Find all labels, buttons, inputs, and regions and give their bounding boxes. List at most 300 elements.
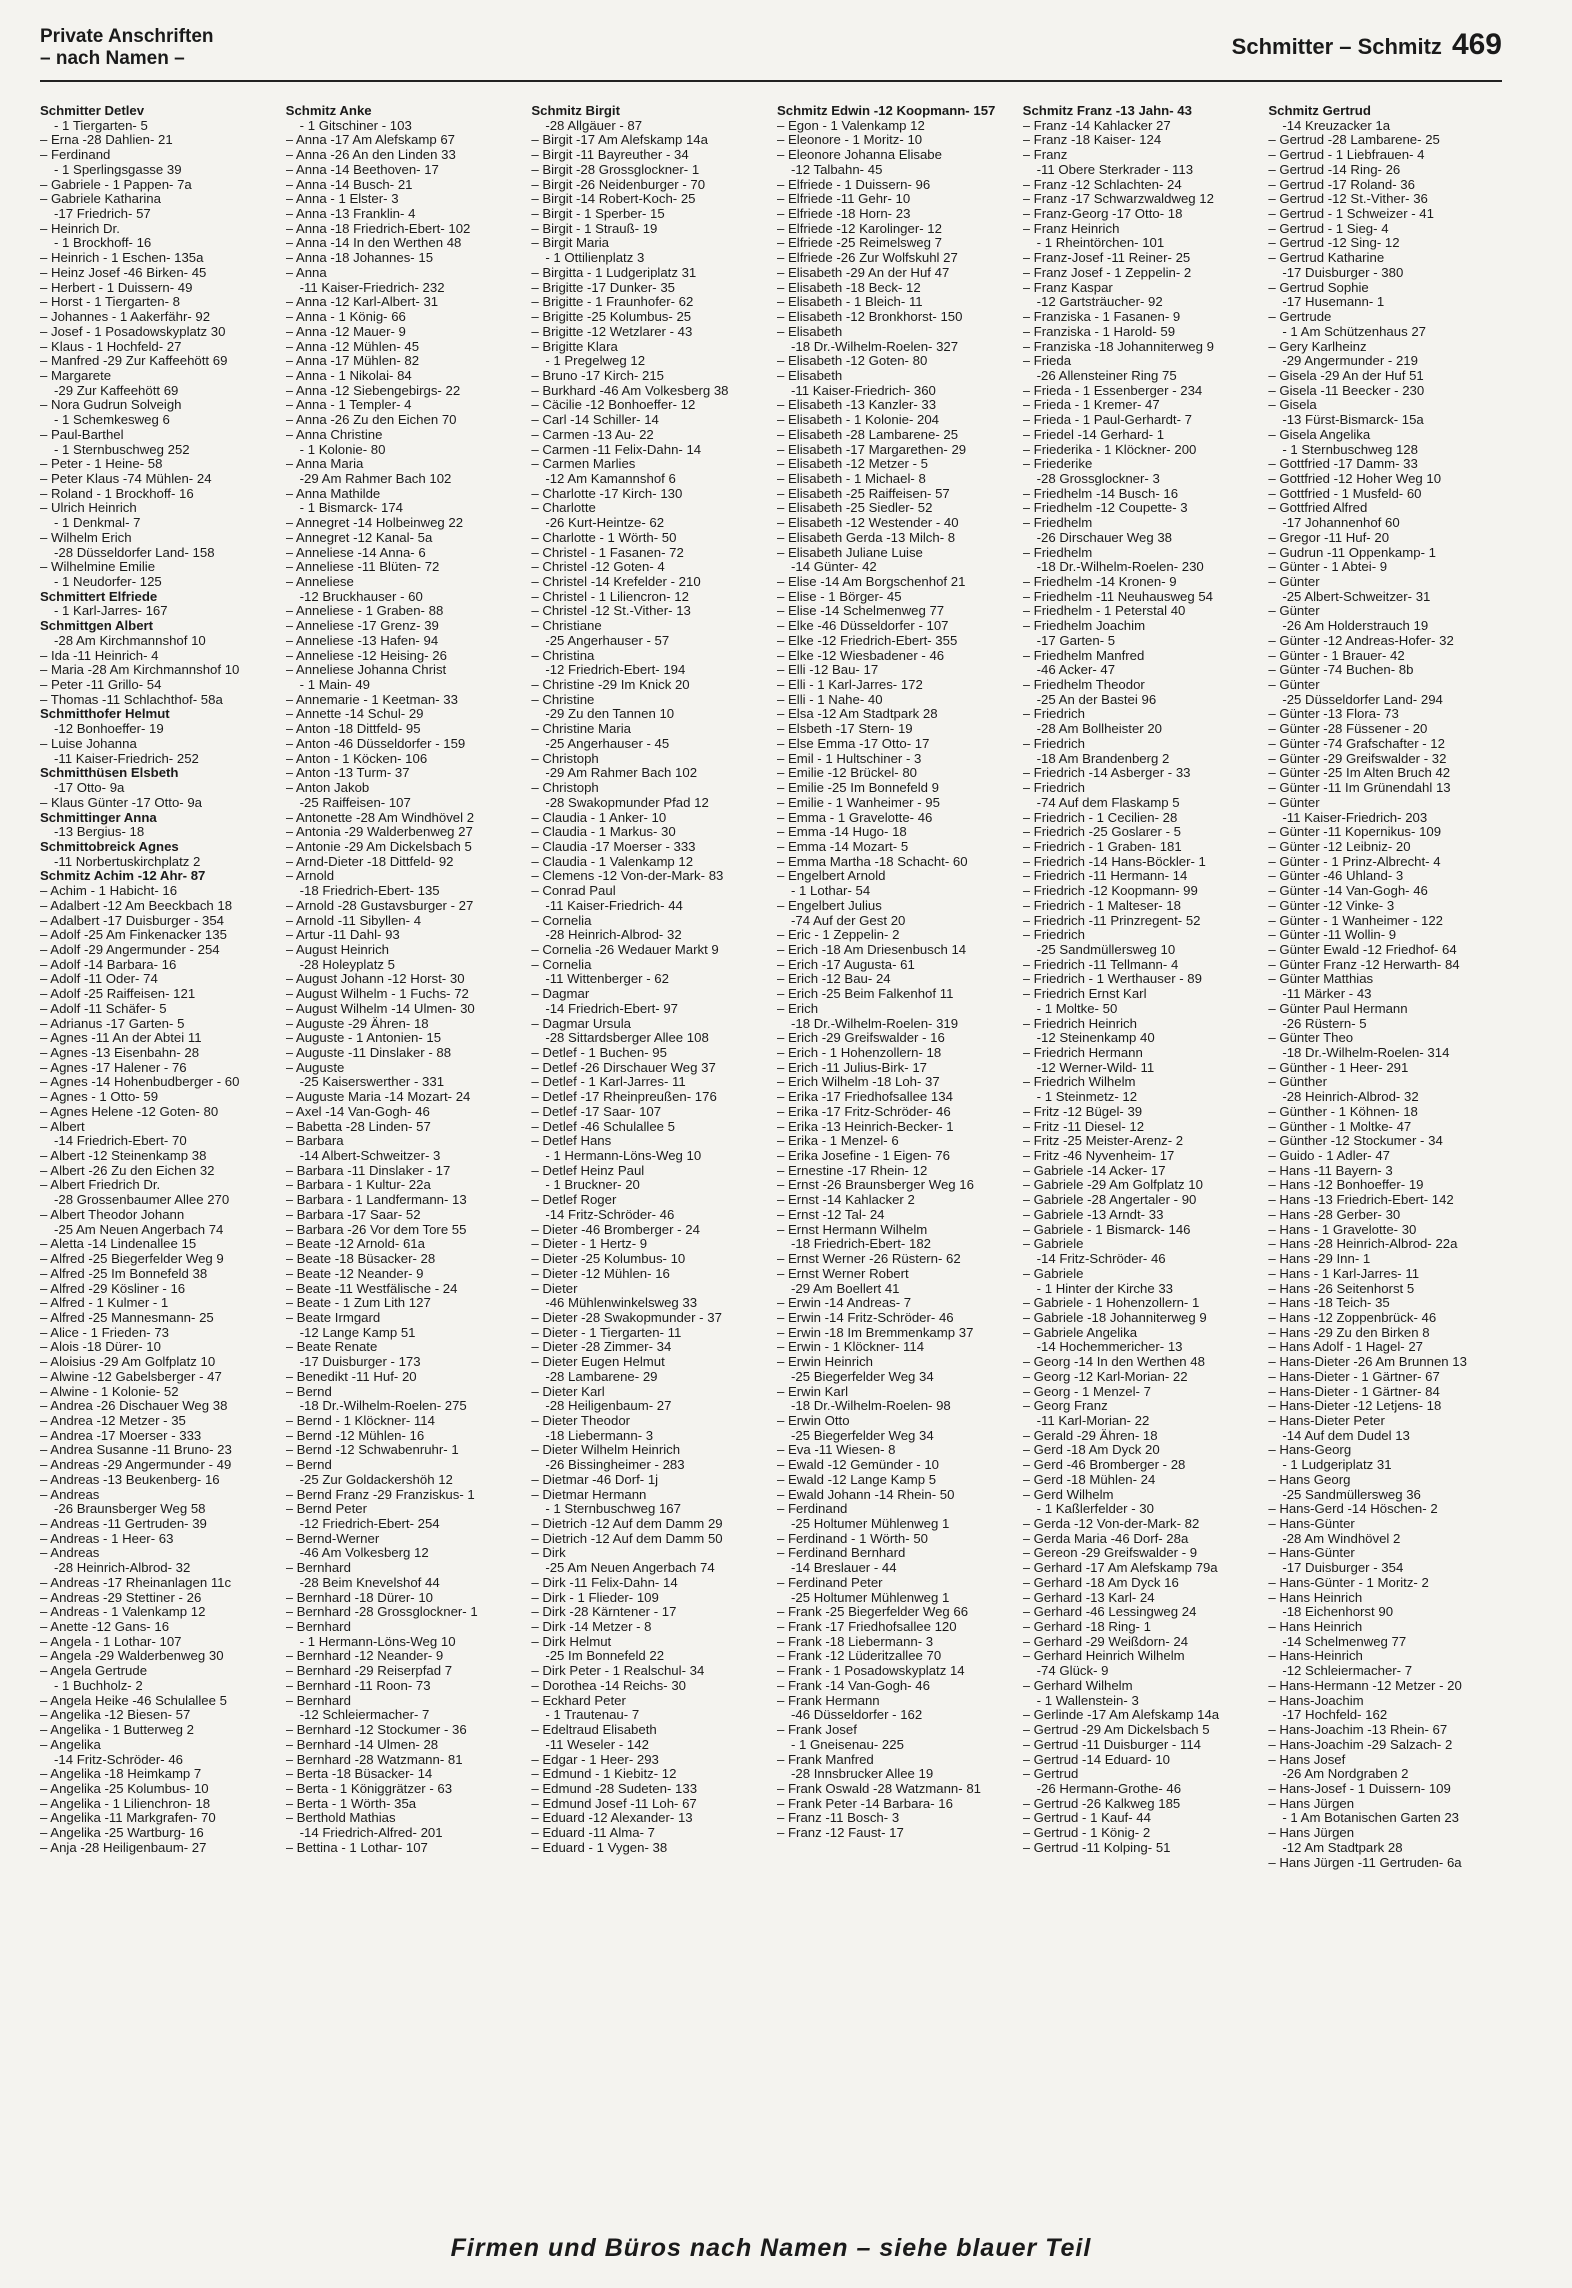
directory-entry: – Beate Renate — [285, 1340, 378, 1355]
directory-entry: – Friedrich -25 Goslarer - 5 — [1022, 825, 1181, 840]
directory-entry: – Frieda - 1 Kremer- 47 — [1022, 398, 1160, 413]
directory-entry: – Emilie -25 Im Bonnefeld 9 — [777, 781, 939, 796]
directory-entry: – Agnes -17 Halener - 76 — [40, 1060, 187, 1075]
directory-entry: – Friedhelm Manfred — [1022, 648, 1145, 663]
directory-entry: -11 Kaiser-Friedrich- 44 — [545, 898, 683, 913]
directory-entry: – Franz -14 Kahlacker 27 — [1022, 118, 1171, 133]
directory-entry: – Friedhelm -11 Neuhausweg 54 — [1022, 589, 1214, 604]
directory-entry: - 1 Gneisenau- 225 — [791, 1737, 904, 1752]
directory-entry: – Hans-Dieter -26 Am Brunnen 13 — [1268, 1355, 1467, 1370]
directory-entry: – Ferdinand Peter — [777, 1575, 883, 1590]
directory-entry: – Elsbeth -17 Stern- 19 — [777, 722, 913, 737]
directory-entry: – Elke -46 Düsseldorfer - 107 — [777, 619, 949, 634]
directory-entry: – Dietrich -12 Auf dem Damm 29 — [531, 1517, 723, 1531]
directory-entry: – Antonette -28 Am Windhövel 2 — [285, 810, 475, 825]
directory-entry: – Claudia - 1 Markus- 30 — [531, 825, 676, 840]
directory-entry: -46 Am Volkesberg 12 — [299, 1546, 429, 1561]
directory-entry: – Friedrich — [1022, 736, 1085, 751]
directory-entry: – Christoph — [531, 781, 599, 796]
directory-entry: – Angela Gertrude — [40, 1664, 148, 1679]
directory-entry: Schmitthofer Helmut — [40, 707, 170, 722]
directory-entry: – Günter -74 Grafschafter - 12 — [1268, 736, 1445, 751]
directory-entry: – Dieter Eugen Helmut — [531, 1355, 665, 1370]
directory-entry: – Erika -17 Friedhofsallee 134 — [777, 1090, 953, 1105]
directory-entry: - 1 Sternbuschweg 128 — [1282, 442, 1418, 457]
directory-entry: – Erika Josefine - 1 Eigen- 76 — [777, 1149, 950, 1164]
directory-entry: -29 Am Rahmer Bach 102 — [545, 766, 698, 781]
section-title — [40, 26, 214, 70]
directory-entry: – August Heinrich — [285, 942, 390, 957]
directory-entry: – Anna Maria — [285, 457, 364, 472]
directory-entry: – Elfriede -12 Karolinger- 12 — [777, 221, 942, 236]
directory-entry: -11 Kaiser-Friedrich- 252 — [54, 751, 199, 766]
directory-entry: – Elke -12 Wiesbadener - 46 — [777, 648, 945, 663]
directory-entry: -12 Steinenkamp 40 — [1036, 1031, 1155, 1046]
directory-entry: – Erna -28 Dahlien- 21 — [40, 133, 173, 148]
directory-entry: - 1 Sperlingsgasse 39 — [54, 162, 182, 177]
directory-entry: – Gertrud — [1022, 1767, 1079, 1782]
directory-entry: – Gisela Angelika — [1268, 427, 1371, 442]
directory-entry: Schmitthüsen Elsbeth — [40, 766, 179, 781]
directory-entry: – Peter - 1 Heine- 58 — [40, 457, 163, 472]
directory-entry: – Dietmar Hermann — [531, 1487, 647, 1502]
directory-entry: - 1 Buchholz- 2 — [54, 1678, 143, 1693]
directory-entry: – Andreas -29 Stettiner - 26 — [40, 1590, 202, 1605]
directory-entry: – Birgit -11 Bayreuther - 34 — [531, 148, 689, 163]
directory-entry: -18 Dr.-Wilhelm-Roelen- 98 — [791, 1399, 951, 1414]
directory-entry: – Hans-Heinrich — [1268, 1649, 1363, 1664]
directory-entry: -28 Grossglockner- 3 — [1036, 471, 1160, 486]
directory-entry: – Günter -28 Füssener - 20 — [1268, 722, 1428, 737]
directory-entry: – Barbara -26 Vor dem Tore 55 — [285, 1222, 467, 1237]
directory-entry: -46 Mühlenwinkelsweg 33 — [545, 1296, 698, 1311]
directory-entry: – Franz Josef - 1 Zeppelin- 2 — [1022, 265, 1192, 280]
directory-entry: – Friedhelm -12 Coupette- 3 — [1022, 501, 1188, 516]
directory-entry: – Friedel -14 Gerhard- 1 — [1022, 427, 1165, 442]
directory-entry: – Hans -11 Bayern- 3 — [1268, 1163, 1393, 1178]
directory-entry: – Franz -17 Schwarzwaldweg 12 — [1022, 192, 1214, 207]
directory-entry: – Auguste -11 Dinslaker - 88 — [285, 1046, 452, 1060]
directory-entry: -26 Hermann-Grothe- 46 — [1036, 1781, 1182, 1796]
directory-entry: – Emma - 1 Gravelotte- 46 — [777, 810, 933, 825]
directory-entry: – Elsa -12 Am Stadtpark 28 — [777, 707, 938, 722]
directory-entry: – Detlef -17 Rheinpreußen- 176 — [531, 1090, 717, 1105]
directory-entry: – Ewald -12 Gemünder - 10 — [777, 1458, 939, 1473]
directory-entry: -28 Innsbrucker Allee 19 — [791, 1767, 934, 1782]
directory-entry: – Hans -26 Seitenhorst 5 — [1268, 1281, 1415, 1296]
directory-entry: – Artur -11 Dahl- 93 — [285, 928, 400, 943]
directory-entry: – Franz Kaspar — [1022, 280, 1113, 295]
directory-entry: -11 Kaiser-Friedrich- 360 — [791, 383, 936, 398]
directory-entry: – Elisabeth -25 Raiffeisen- 57 — [777, 486, 950, 501]
directory-entry: – Anneliese -13 Hafen- 94 — [285, 633, 439, 648]
directory-entry: – Gertrud -29 Am Dickelsbach 5 — [1022, 1723, 1210, 1738]
directory-entry: – Anna Mathilde — [285, 486, 381, 501]
directory-entry: – Ernst -12 Tal- 24 — [777, 1207, 885, 1222]
directory-entry: Schmittert Elfriede — [40, 589, 158, 604]
directory-entry: – Annemarie - 1 Keetman- 33 — [285, 692, 458, 707]
directory-entry: – Anton -13 Turm- 37 — [285, 766, 410, 781]
directory-entry: -28 Heiligenbaum- 27 — [545, 1399, 672, 1414]
directory-entry: – Charlotte — [531, 501, 596, 516]
directory-entry: – Klaus - 1 Hochfeld- 27 — [40, 339, 182, 354]
directory-entry: – Elisabeth -12 Bronkhorst- 150 — [777, 310, 963, 325]
directory-entry: – Anneliese -14 Anna- 6 — [285, 545, 426, 560]
directory-entry: -17 Husemann- 1 — [1282, 295, 1385, 310]
directory-entry: – Gerhard -13 Karl- 24 — [1022, 1590, 1155, 1605]
directory-entry: – Günter -12 Andreas-Hofer- 32 — [1268, 633, 1454, 648]
directory-entry: - 1 Trautenau- 7 — [545, 1708, 640, 1723]
directory-entry: – Hans-Dieter - 1 Gärtner- 84 — [1268, 1384, 1440, 1399]
directory-entry: – Erika - 1 Menzel- 6 — [777, 1134, 899, 1149]
directory-entry: – Birgit -14 Robert-Koch- 25 — [531, 192, 696, 207]
directory-entry: – Georg - 1 Menzel- 7 — [1022, 1384, 1151, 1399]
directory-entry: – Elisabeth — [777, 368, 843, 383]
directory-entry: – Angelika -25 Wartburg- 16 — [40, 1826, 204, 1841]
directory-entry: – Bernhard — [285, 1693, 351, 1708]
directory-entry: -25 Biegerfelder Weg 34 — [791, 1428, 934, 1443]
directory-entry: – Engelbert Arnold — [777, 869, 886, 884]
directory-entry: – Annette -14 Schul- 29 — [285, 707, 424, 722]
directory-entry: -14 Fritz-Schröder- 46 — [1036, 1252, 1166, 1267]
directory-entry: – Gerhard Wilhelm — [1022, 1678, 1133, 1693]
directory-entry: – Christine -29 Im Knick 20 — [531, 678, 690, 693]
directory-entry: – Andreas — [40, 1487, 100, 1502]
directory-entry: – Hans-Dieter Peter — [1268, 1413, 1385, 1428]
directory-entry: – Ernst Werner Robert — [777, 1266, 909, 1281]
directory-entry: – Elisabeth - 1 Michael- 8 — [777, 471, 926, 486]
directory-entry: – Hans-Günter — [1268, 1546, 1355, 1561]
directory-entry: – Gertrude — [1268, 310, 1332, 325]
directory-entry: – Erika -13 Heinrich-Becker- 1 — [777, 1119, 954, 1134]
directory-entry: – Hans-Joachim — [1268, 1693, 1364, 1708]
directory-entry: - 1 Sternbuschweg 252 — [54, 442, 190, 457]
directory-entry: – Elli -12 Bau- 17 — [777, 663, 879, 678]
directory-entry: – Gregor -11 Huf- 20 — [1268, 530, 1390, 545]
directory-entry: – Gery Karlheinz — [1268, 339, 1367, 354]
directory-entry: – Anneliese -17 Grenz- 39 — [285, 619, 439, 634]
directory-entry: – Günter -25 Im Alten Bruch 42 — [1268, 766, 1451, 781]
directory-entry: -12 Talbahn- 45 — [791, 162, 883, 177]
directory-entry: – Auguste — [285, 1060, 345, 1075]
directory-entry: – Friedrich - 1 Cecilien- 28 — [1022, 810, 1178, 825]
directory-entry: – Edmund - 1 Kiebitz- 12 — [531, 1767, 677, 1782]
directory-entry: – Gerhard -29 Weißdorn- 24 — [1022, 1634, 1189, 1649]
directory-entry: – Gabriele - 1 Hohenzollern- 1 — [1022, 1296, 1200, 1311]
directory-entry: – Anna - 1 König- 66 — [285, 310, 406, 325]
directory-entry: – Bernhard -29 Reiserpfad 7 — [285, 1664, 453, 1679]
directory-entry: – Barbara -17 Saar- 52 — [285, 1207, 421, 1222]
directory-entry: – Eduard -11 Alma- 7 — [531, 1826, 655, 1841]
directory-entry: -25 Am Neuen Angerbach 74 — [54, 1222, 224, 1237]
directory-entry: – Elisabeth Juliane Luise — [777, 545, 923, 560]
directory-entry: – Dietmar -46 Dorf- 1j — [531, 1472, 659, 1487]
directory-entry: – Friedrich -11 Hermann- 14 — [1022, 869, 1188, 884]
directory-entry: – Elli - 1 Nahe- 40 — [777, 692, 883, 707]
directory-entry: – Ewald -12 Lange Kamp 5 — [777, 1472, 937, 1487]
directory-entry: – Georg Franz — [1022, 1399, 1108, 1414]
directory-entry: – Gabriele — [1022, 1266, 1084, 1281]
directory-entry: – Andreas -17 Rheinanlagen 11c — [40, 1575, 232, 1590]
directory-entry: – Erich -18 Am Driesenbusch 14 — [777, 942, 967, 957]
directory-entry: – Anneliese — [285, 575, 354, 589]
directory-entry: – Elisabeth -25 Siedler- 52 — [777, 501, 933, 516]
directory-entry: – Auguste - 1 Antonien- 15 — [285, 1031, 442, 1046]
directory-entry: – Andreas — [40, 1546, 100, 1561]
running-head — [1232, 30, 1502, 62]
directory-entry: - 1 Rheintörchen- 101 — [1036, 236, 1165, 251]
directory-entry: – Ernestine -17 Rhein- 12 — [777, 1163, 928, 1178]
directory-entry: – Günter -74 Buchen- 8b — [1268, 663, 1414, 678]
directory-entry: -12 Friedrich-Ebert- 194 — [545, 663, 686, 678]
directory-entry: – Dieter -28 Swakopmunder - 37 — [531, 1310, 722, 1325]
directory-entry: – Günther - 1 Heer- 291 — [1268, 1060, 1409, 1075]
directory-entry: – Anton -18 Dittfeld- 95 — [285, 722, 421, 737]
directory-entry: – Friedrich Ernst Karl — [1022, 987, 1147, 1002]
directory-entry: - 1 Kolonie- 80 — [299, 442, 386, 457]
directory-entry: – Dirk -11 Felix-Dahn- 14 — [531, 1575, 678, 1590]
directory-entry: – Claudia -17 Moerser - 333 — [531, 839, 696, 854]
directory-entry: – Günter -13 Flora- 73 — [1268, 707, 1399, 722]
directory-entry: – Adolf -29 Angermunder - 254 — [40, 942, 220, 957]
directory-entry: -18 Dr.-Wilhelm-Roelen- 327 — [791, 339, 959, 354]
directory-entry: – Anton - 1 Köcken- 106 — [285, 751, 428, 766]
directory-entry: – Dieter Theodor — [531, 1413, 631, 1428]
directory-entry: – Berthold Mathias — [285, 1811, 396, 1826]
directory-entry: – Dieter -25 Kolumbus- 10 — [531, 1252, 686, 1267]
directory-entry: – Günter — [1268, 795, 1320, 810]
directory-entry: – Paul-Barthel — [40, 427, 124, 442]
directory-entry: – Günter — [1268, 678, 1320, 693]
directory-entry: – Franz -12 Faust- 17 — [777, 1826, 904, 1841]
directory-entry: – Detlef - 1 Karl-Jarres- 11 — [531, 1075, 686, 1090]
directory-entry: - 1 Hinter der Kirche 33 — [1036, 1281, 1173, 1296]
directory-entry: – Claudia - 1 Valenkamp 12 — [531, 854, 694, 869]
directory-entry: – Günther — [1268, 1075, 1327, 1090]
directory-entry: -14 Auf dem Dudel 13 — [1282, 1428, 1410, 1443]
directory-entry: – Agnes -14 Hohenbudberger - 60 — [40, 1075, 240, 1090]
directory-entry: – Anneliese Johanna Christ — [285, 663, 447, 678]
directory-entry: – Conrad Paul — [531, 884, 616, 899]
directory-entry: – Friedrich Heinrich — [1022, 1016, 1137, 1031]
directory-entry: – Herbert - 1 Duissern- 49 — [40, 280, 193, 295]
directory-entry: – Günter -11 Wollin- 9 — [1268, 928, 1397, 943]
directory-entry: -18 Dr.-Wilhelm-Roelen- 230 — [1036, 560, 1204, 575]
directory-entry: – Elisabeth -17 Margarethen- 29 — [777, 442, 967, 457]
directory-entry: – Hans-Günter — [1268, 1517, 1355, 1531]
directory-entry: – Beate -11 Westfälische - 24 — [285, 1281, 458, 1296]
directory-entry: – Erwin -14 Fritz-Schröder- 46 — [777, 1310, 954, 1325]
directory-columns — [40, 104, 1502, 2216]
directory-entry: – Bruno -17 Kirch- 215 — [531, 368, 665, 383]
directory-entry: -14 Friedrich-Alfred- 201 — [299, 1826, 443, 1841]
directory-entry: – Hans - 1 Gravelotte- 30 — [1268, 1222, 1417, 1237]
directory-entry: – Beate -12 Neander- 9 — [285, 1266, 424, 1281]
directory-entry: – Eleonore Johanna Elisabe — [777, 148, 942, 163]
directory-entry: - 1 Wallenstein- 3 — [1036, 1693, 1139, 1708]
directory-entry: – Ewald Johann -14 Rhein- 50 — [777, 1487, 955, 1502]
directory-entry: – Dieter Wilhelm Heinrich — [531, 1443, 681, 1458]
directory-entry: – Anna -14 In den Werthen 48 — [285, 236, 462, 251]
directory-entry: – Günter Theo — [1268, 1031, 1354, 1046]
directory-entry: – Erich -12 Bau- 24 — [777, 972, 891, 987]
directory-entry: – Anna - 1 Elster- 3 — [285, 192, 399, 207]
directory-entry: – Ferdinand Bernhard — [777, 1546, 906, 1561]
directory-entry: – Friedhelm -14 Kronen- 9 — [1022, 575, 1177, 589]
directory-entry: – Hans Jürgen — [1268, 1826, 1355, 1841]
directory-entry: -25 Raiffeisen- 107 — [299, 795, 411, 810]
directory-entry: -26 Kurt-Heintze- 62 — [545, 516, 665, 531]
directory-entry: – Bernd — [285, 1384, 332, 1399]
directory-entry: – Beate Irmgard — [285, 1310, 381, 1325]
directory-entry: – Erich -29 Greifswalder - 16 — [777, 1031, 945, 1046]
directory-entry: – Günter Franz -12 Herwarth- 84 — [1268, 957, 1460, 972]
directory-entry: -14 Kreuzacker 1a — [1282, 118, 1391, 133]
directory-entry: – Hans Heinrich — [1268, 1620, 1363, 1635]
directory-entry: – Günter -46 Uhland- 3 — [1268, 869, 1404, 884]
directory-entry: – Anton -46 Düsseldorfer - 159 — [285, 736, 466, 751]
directory-entry: – Engelbert Julius — [777, 898, 882, 913]
directory-entry: – Friedhelm - 1 Peterstal 40 — [1022, 604, 1186, 619]
directory-entry: – Friedhelm — [1022, 516, 1093, 531]
directory-entry: -14 Fritz-Schröder- 46 — [545, 1207, 675, 1222]
directory-entry: – Andreas -11 Gertruden- 39 — [40, 1517, 207, 1531]
directory-column-4 — [777, 104, 1011, 2216]
directory-entry: - 1 Neudorfer- 125 — [54, 575, 162, 589]
directory-entry: -11 Obere Sterkrader - 113 — [1036, 162, 1194, 177]
directory-entry: – Birgit -28 Grossglockner- 1 — [531, 162, 700, 177]
directory-entry: – Bernd - 1 Klöckner- 114 — [285, 1413, 435, 1428]
directory-entry: – Detlef -26 Dirschauer Weg 37 — [531, 1060, 716, 1075]
directory-entry: – Gisela -29 An der Huf 51 — [1268, 368, 1424, 383]
directory-entry: -74 Auf der Gest 20 — [791, 913, 906, 928]
directory-entry: -28 Beim Knevelshof 44 — [299, 1575, 440, 1590]
directory-entry: -25 Düsseldorfer Land- 294 — [1282, 692, 1443, 707]
directory-entry: – Elli - 1 Karl-Jarres- 172 — [777, 678, 923, 693]
directory-entry: – Franz-Georg -17 Otto- 18 — [1022, 207, 1183, 222]
directory-entry: – Anna -17 Am Alefskamp 67 — [285, 133, 455, 148]
directory-entry: – Christiane — [531, 619, 602, 634]
directory-entry: – Anneliese -12 Heising- 26 — [285, 648, 447, 663]
directory-entry: – Bernhard -12 Neander- 9 — [285, 1649, 444, 1664]
directory-entry: – Frank Peter -14 Barbara- 16 — [777, 1796, 953, 1811]
directory-entry: – Gerda -12 Von-der-Mark- 82 — [1022, 1517, 1200, 1531]
directory-entry: – Elfriede -25 Reimelsweg 7 — [777, 236, 942, 251]
directory-entry: – Manfred -29 Zur Kaffeehött 69 — [40, 354, 228, 369]
directory-entry: – Alfred - 1 Kulmer - 1 — [40, 1296, 169, 1311]
directory-entry: – Albert Theodor Johann — [40, 1207, 185, 1222]
directory-entry: - 1 Brockhoff- 16 — [54, 236, 152, 251]
directory-entry: -12 Schleiermacher- 7 — [1282, 1664, 1413, 1679]
directory-entry: – Günther -12 Stockumer - 34 — [1268, 1134, 1443, 1149]
directory-entry: – Luise Johanna — [40, 736, 137, 751]
directory-entry: – Frank -18 Liebermann- 3 — [777, 1634, 934, 1649]
directory-entry: – Annegret -12 Kanal- 5a — [285, 530, 433, 545]
directory-entry: – Alwine - 1 Kolonie- 52 — [40, 1384, 179, 1399]
directory-entry: – Margarete — [40, 368, 112, 383]
directory-entry: Schmittgen Albert — [40, 619, 154, 634]
directory-column-3 — [531, 104, 765, 2216]
directory-entry: – Dieter -12 Mühlen- 16 — [531, 1266, 670, 1281]
directory-entry: – Gerd -18 Am Dyck 20 — [1022, 1443, 1160, 1458]
directory-entry: – Andreas -29 Angermunder - 49 — [40, 1458, 232, 1473]
directory-entry: – Arnold -28 Gustavsburger - 27 — [285, 898, 474, 913]
directory-entry: – Birgit -26 Neidenburger - 70 — [531, 177, 706, 192]
directory-entry: - 1 Ludgeriplatz 31 — [1282, 1458, 1392, 1473]
directory-entry: -28 Allgäuer - 87 — [545, 118, 643, 133]
directory-entry: – Berta - 1 Wörth- 35a — [285, 1796, 417, 1811]
directory-entry: – Bernhard -18 Dürer- 10 — [285, 1590, 433, 1605]
directory-entry: - 1 Bruckner- 20 — [545, 1178, 640, 1193]
directory-entry: – Gerhard -18 Am Dyck 16 — [1022, 1575, 1179, 1590]
directory-entry: – Erich Wilhelm -18 Loh- 37 — [777, 1075, 940, 1090]
directory-entry: – Bernd — [285, 1458, 332, 1473]
directory-entry: – Alfred -29 Kösliner - 16 — [40, 1281, 186, 1296]
directory-entry: – Hans-Hermann -12 Metzer - 20 — [1268, 1678, 1462, 1693]
directory-entry: -29 Zur Kaffeehött 69 — [54, 383, 179, 398]
directory-entry: – Brigitte -12 Wetzlarer - 43 — [531, 324, 693, 339]
directory-entry: – Berta -18 Büsacker- 14 — [285, 1767, 433, 1782]
directory-entry: – Anna - 1 Templer- 4 — [285, 398, 412, 413]
directory-entry: – Christine Maria — [531, 722, 632, 737]
directory-entry: – Alfred -25 Im Bonnefeld 38 — [40, 1266, 208, 1281]
directory-entry: – Erwin - 1 Klöckner- 114 — [777, 1340, 925, 1355]
directory-entry: – Elise - 1 Börger- 45 — [777, 589, 902, 604]
directory-entry: – Friedrich - 1 Werthauser - 89 — [1022, 972, 1202, 987]
directory-entry: – Nora Gudrun Solveigh — [40, 398, 182, 413]
directory-entry: -12 Werner-Wild- 11 — [1036, 1060, 1155, 1075]
directory-entry: – Anna -12 Mauer- 9 — [285, 324, 406, 339]
directory-entry: – Bernd -12 Mühlen- 16 — [285, 1428, 425, 1443]
directory-entry: – Anna -14 Busch- 21 — [285, 177, 413, 192]
directory-entry: - 1 Gitschiner - 103 — [299, 118, 412, 133]
directory-entry: – Gertrud -26 Kalkweg 185 — [1022, 1796, 1181, 1811]
directory-entry: – Erwin -14 Andreas- 7 — [777, 1296, 912, 1311]
directory-entry: – Erich — [777, 1001, 819, 1016]
directory-entry: – Gertrud Sophie — [1268, 280, 1369, 295]
directory-entry: – Erich -11 Julius-Birk- 17 — [777, 1060, 927, 1075]
directory-entry: – Babetta -28 Linden- 57 — [285, 1119, 431, 1134]
directory-entry: – Friedhelm Joachim — [1022, 619, 1146, 634]
directory-entry: – Birgit - 1 Strauß- 19 — [531, 221, 658, 236]
directory-entry: – Cornelia — [531, 957, 592, 972]
directory-entry: – Friedrich — [1022, 781, 1085, 796]
directory-entry: – Carl -14 Schiller- 14 — [531, 413, 659, 428]
directory-entry: – Gerd -46 Bromberger - 28 — [1022, 1458, 1186, 1473]
directory-entry: – Friedrich — [1022, 707, 1085, 722]
directory-entry: – Hans-Georg — [1268, 1443, 1352, 1458]
directory-entry: – Günter -12 Leibniz- 20 — [1268, 839, 1411, 854]
directory-entry: -29 Am Rahmer Bach 102 — [299, 471, 452, 486]
directory-entry: -28 Holeyplatz 5 — [299, 957, 395, 972]
directory-entry: – August Wilhelm -14 Ulmen- 30 — [285, 1001, 475, 1016]
directory-entry: – Andrea -17 Moerser - 333 — [40, 1428, 202, 1443]
directory-entry: – Hans -29 Zu den Birken 8 — [1268, 1325, 1430, 1340]
directory-entry: -17 Hochfeld- 162 — [1282, 1708, 1388, 1723]
directory-entry: – Roland - 1 Brockhoff- 16 — [40, 486, 194, 501]
directory-entry: - 1 Am Schützenhaus 27 — [1282, 324, 1427, 339]
directory-entry: – Günter -29 Greifswalder - 32 — [1268, 751, 1447, 766]
directory-entry: – Hans Georg — [1268, 1472, 1351, 1487]
directory-entry: – Heinrich Dr. — [40, 221, 120, 236]
directory-entry: – Friedrich -14 Hans-Böckler- 1 — [1022, 854, 1206, 869]
directory-entry: -14 Günter- 42 — [791, 560, 877, 575]
directory-entry: – Friedrich -14 Asberger - 33 — [1022, 766, 1191, 781]
directory-entry: – Auguste Maria -14 Mozart- 24 — [285, 1090, 471, 1105]
directory-entry: – Angela - 1 Lothar- 107 — [40, 1634, 182, 1649]
section-title-line1: Private Anschriften — [40, 26, 214, 47]
directory-entry: – Anna -18 Johannes- 15 — [285, 251, 434, 266]
